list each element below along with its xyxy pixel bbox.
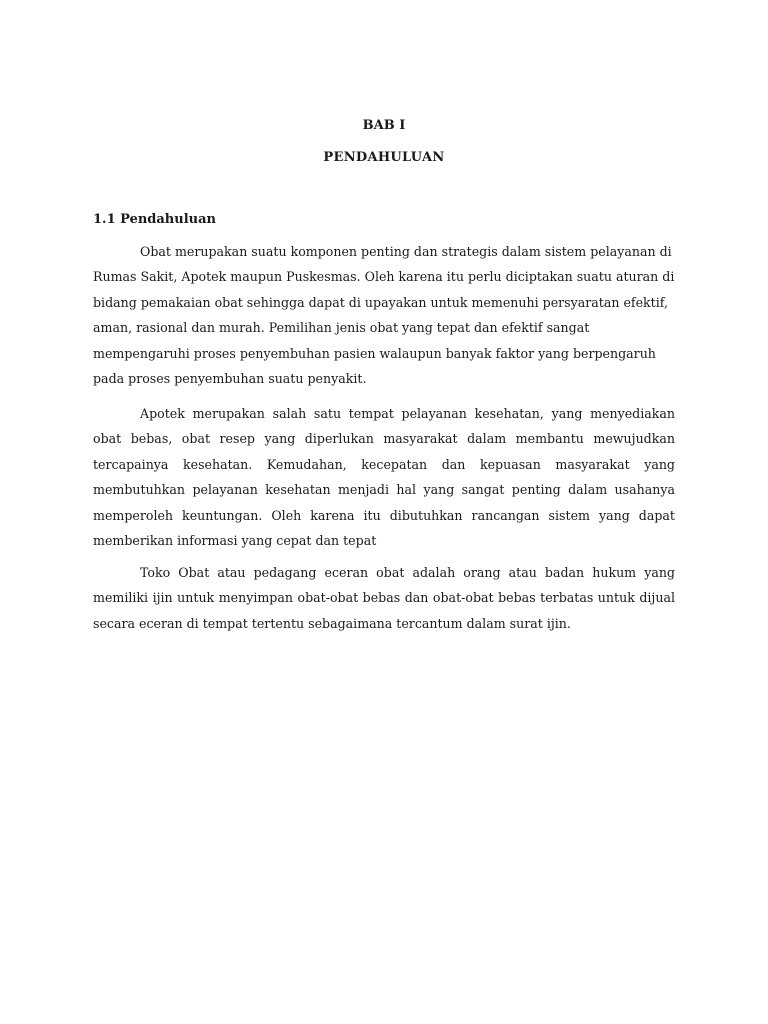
paragraph-3: [93, 560, 675, 636]
paragraph-2-text: Apotek merupakan salah satu tempat pelayanan kesehatan, yang menyediakan obat bebas, obat resep yang diperlukan masyarakat dalam membantu mewujudkan tercapainya kesehatan. Kemudahan, kecepatan dan kepuasan masyarakat yang membutuhkan pelayanan kesehatan menjadi hal yang sangat penting dalam usahanya memperoleh keuntungan. Oleh karena itu dibutuhkan rancangan sistem yang dapat memberikan informasi yang cepat dan tepat: [93, 406, 675, 549]
section-heading: 1.1 Pendahuluan: [93, 212, 216, 227]
paragraph-3-text: Toko Obat atau pedagang eceran obat adalah orang atau badan hukum yang memiliki ijin untuk menyimpan obat-obat bebas dan obat-obat bebas terbatas untuk dijual secara eceran di tempat tertentu sebagaimana tercantum dalam surat ijin.: [93, 565, 675, 631]
paragraph-1: [93, 239, 675, 391]
chapter-title: PENDAHULUAN: [323, 150, 445, 165]
paragraph-2: [93, 401, 675, 553]
chapter-number: BAB I: [362, 118, 406, 133]
paragraph-1-text: Obat merupakan suatu komponen penting dan strategis dalam sistem pelayanan di Rumas Sakit, Apotek maupun Puskesmas. Oleh karena itu perlu diciptakan suatu aturan di bidang pemakaian obat sehingga dapat di upayakan untuk memenuhi persyaratan efektif, aman, rasional dan murah. Pemilihan jenis obat yang tepat dan efektif sangat mempengaruhi proses penyembuhan pasien walaupun banyak faktor yang berpengaruh pada proses penyembuhan suatu penyakit.: [93, 244, 675, 387]
